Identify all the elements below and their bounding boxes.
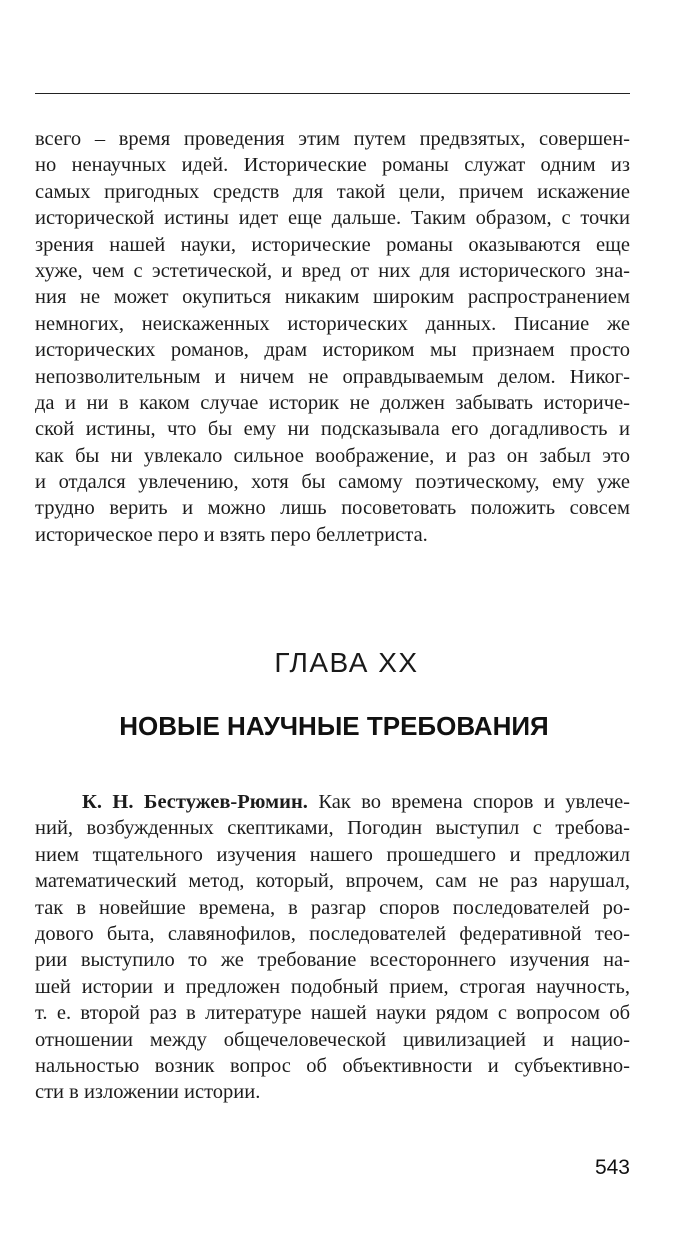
text-line: самых пригодных средств для такой цели, причем искажение: [35, 180, 630, 203]
text-line: нальностью возник вопрос об объективности и субъективно-: [35, 1054, 630, 1077]
paragraph-bestuzhev: [35, 789, 630, 1106]
text-line: дового быта, славянофилов, последователей федеративной тео-: [35, 922, 630, 945]
paragraph-continuation: [35, 126, 630, 548]
text-line: как бы ни увлекало сильное воображение, и раз он забыл это: [35, 444, 630, 467]
text-line: математический метод, который, впрочем, сам не раз нарушал,: [35, 870, 630, 893]
chapter-label: ГЛАВА XX: [274, 647, 419, 678]
text-line: ской истины, что бы ему ни подсказывала его догадливость и: [35, 418, 630, 441]
author-name: К. Н. Бестужев-Рюмин.: [82, 791, 308, 813]
text-line-first: [35, 789, 630, 815]
text-line: всего – время проведения этим путем предвзятых, совершен-: [35, 128, 630, 150]
text-line: зрения нашей науки, исторические романы оказываются еще: [35, 233, 630, 256]
text-line: непозволительным и ничем не оправдываемым делом. Никог-: [35, 365, 630, 388]
text-line: сти в изложении истории.: [35, 1081, 261, 1104]
text-line: да и ни в каком случае историк не должен забывать историче-: [35, 391, 630, 414]
text-line: отношении между общечеловеческой цивилизацией и нацио-: [35, 1028, 630, 1051]
text-line: трудно верить и можно лишь посоветовать положить совсем: [35, 497, 630, 520]
text-line: но ненаучных идей. Исторические романы служат одним из: [35, 154, 630, 177]
header-rule: [35, 93, 630, 94]
text-line: нием тщательного изучения нашего прошедшего и предложил: [35, 843, 630, 866]
text-line: шей истории и предложен подобный прием, строгая научность,: [35, 975, 630, 998]
text-line: так в новейшие времена, в разгар споров последователей ро-: [35, 896, 630, 919]
text-line: исторических романов, драм историком мы признаем просто: [35, 339, 630, 362]
text-line: исторической истины идет еще дальше. Таким образом, с точки: [35, 207, 630, 230]
text-fragment: Как во времена споров и увлече-: [307, 791, 631, 813]
text-line: немногих, неискаженных исторических данных. Писание же: [35, 312, 630, 335]
text-line: рии выступило то же требование всестороннего изучения на-: [35, 949, 630, 972]
text-line: историческое перо и взять перо беллетриста.: [35, 523, 428, 546]
text-line: ний, возбужденных скептиками, Погодин выступил с требова-: [35, 817, 630, 840]
page-number: 543: [594, 1156, 630, 1179]
chapter-title: НОВЫЕ НАУЧНЫЕ ТРЕБОВАНИЯ: [119, 711, 549, 741]
text-line: хуже, чем с эстетической, и вред от них для исторического зна-: [35, 259, 630, 282]
text-line: и отдался увлечению, хотя бы самому поэтическому, ему уже: [35, 471, 630, 494]
text-line: т. е. второй раз в литературе нашей науки рядом с вопросом об: [35, 1002, 630, 1025]
text-line: ния не может окупиться никаким широким распространением: [35, 286, 630, 309]
